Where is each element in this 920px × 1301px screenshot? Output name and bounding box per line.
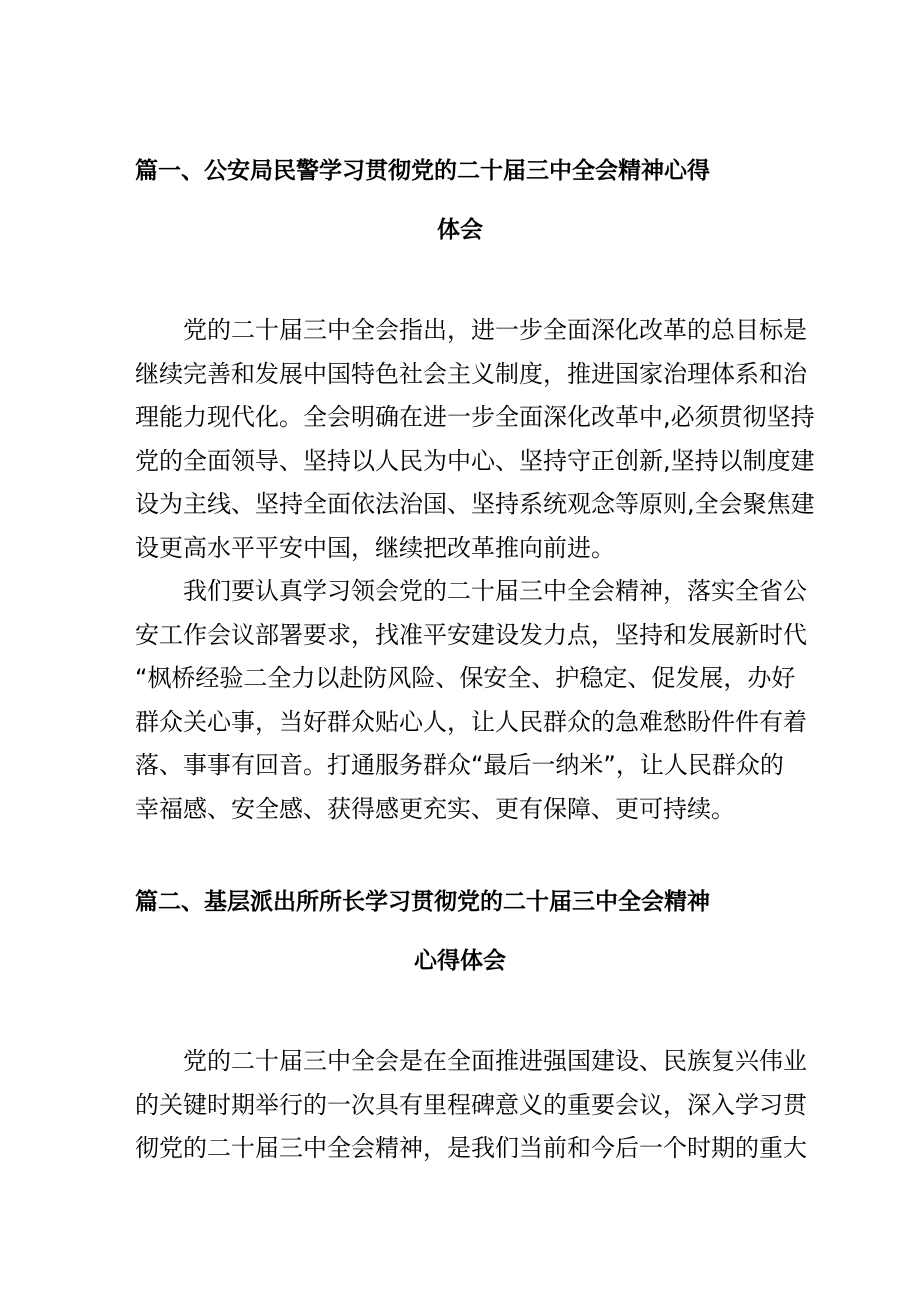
paragraph-line: 设为主线、坚持全面依法治国、坚持系统观念等原则,全会聚焦建 [135, 490, 815, 518]
paragraph-line: 党的二十届三中全会是在全面推进强国建设、民族复兴伟业 [183, 1047, 807, 1075]
section-2-title-line-2: 心得体会 [414, 948, 506, 974]
paragraph-line: 幸福感、安全感、获得感更充实、更有保障、更可持续。 [135, 795, 735, 823]
paragraph-line: 群众关心事，当好群众贴心人，让人民群众的急难愁盼件件有着 [135, 708, 807, 736]
paragraph-line: 党的全面领导、坚持以人民为中心、坚持守正创新,坚持以制度建 [135, 447, 815, 475]
paragraph-line: 理能力现代化。全会明确在进一步全面深化改革中,必须贯彻坚持 [135, 403, 815, 431]
paragraph-line: 彻党的二十届三中全会精神，是我们当前和今后一个时期的重大 [135, 1134, 807, 1162]
paragraph-line: 党的二十届三中全会指出，进一步全面深化改革的总目标是 [183, 316, 807, 344]
paragraph-line: 安工作会议部署要求，找准平安建设发力点，坚持和发展新时代 [135, 621, 807, 649]
paragraph-line: 我们要认真学习领会党的二十届三中全会精神，落实全省公 [183, 577, 807, 605]
paragraph-line: 设更高水平平安中国，继续把改革推向前进。 [135, 534, 615, 562]
paragraph-line: “枫桥经验二全力以赴防风险、保安全、护稳定、促发展，办好 [135, 664, 796, 692]
section-1-title-line-2: 体会 [437, 217, 483, 243]
paragraph-line: 继续完善和发展中国特色社会主义制度，推进国家治理体系和治 [135, 360, 807, 388]
section-1-title-line-1: 篇一、公安局民警学习贯彻党的二十届三中全会精神心得 [135, 158, 710, 184]
section-2-title-line-1: 篇二、基层派出所所长学习贯彻党的二十届三中全会精神 [135, 889, 710, 915]
paragraph-line: 的关键时期举行的一次具有里程碑意义的重要会议，深入学习贯 [135, 1091, 807, 1119]
paragraph-line: 落、事事有回音。打通服务群众“最后一纳米”，让人民群众的 [135, 751, 784, 779]
